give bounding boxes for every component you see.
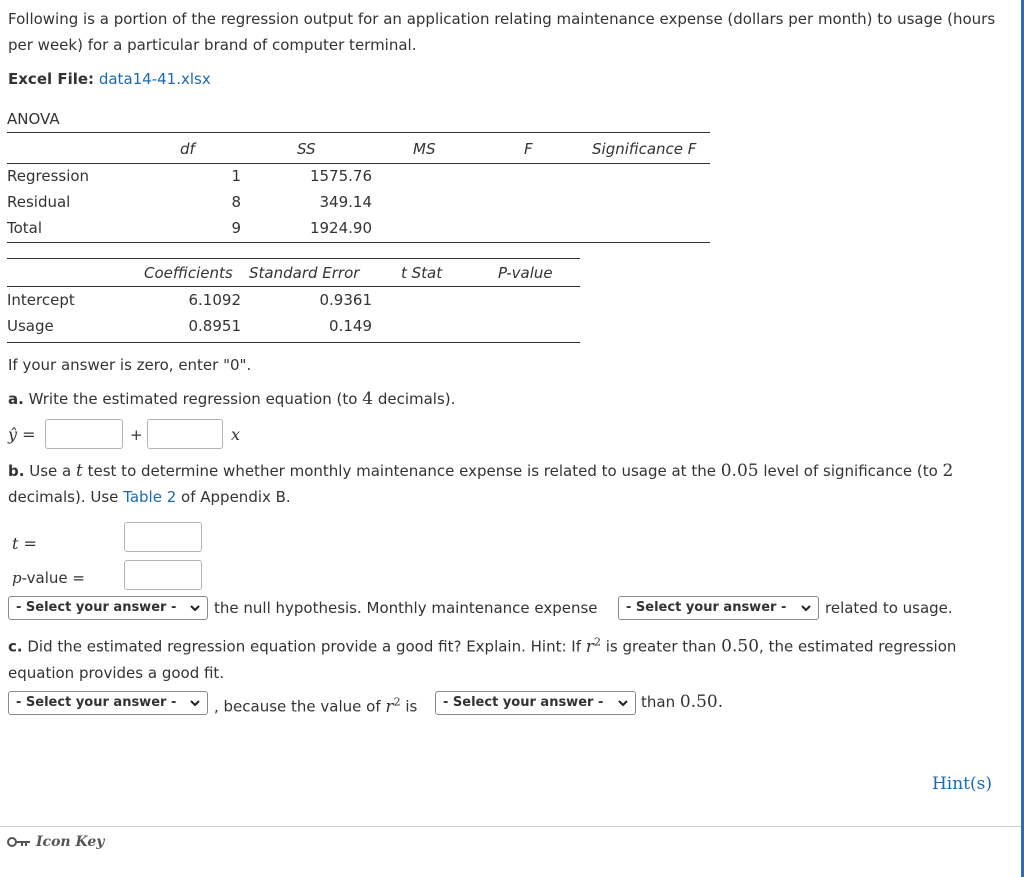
anova-row-ss: 349.14 <box>319 193 372 211</box>
part-b-text5: of Appendix B. <box>181 488 291 506</box>
part-c-threshold: 0.50 <box>721 636 760 657</box>
part-b-text4: decimals). Use <box>8 488 119 506</box>
table-2-link[interactable]: Table 2 <box>123 488 177 506</box>
hints-link[interactable]: Hint(s) <box>931 774 992 794</box>
comparison-select[interactable] <box>435 691 636 715</box>
p-value-label-p: p <box>12 569 22 587</box>
part-c-is: is <box>405 697 418 716</box>
yhat-label: ŷ = <box>8 425 36 444</box>
coef-header-t-stat: t Stat <box>401 264 443 282</box>
part-c-mid-text <box>214 690 417 719</box>
part-c-end-text <box>641 690 723 714</box>
icon-key-label: Icon Key <box>36 834 105 850</box>
coef-bottom-rule <box>7 342 580 343</box>
part-c-text2: is greater than <box>605 637 717 656</box>
r-symbol: r <box>385 696 394 717</box>
part-b-decimals: 2 <box>942 461 954 481</box>
p-value-label-rest: -value = <box>21 569 85 587</box>
anova-header-ms: MS <box>413 140 436 158</box>
part-b-mid-text: the null hypothesis. Monthly maintenance expense <box>214 599 598 617</box>
select-label: - Select your answer - <box>626 600 787 615</box>
anova-row-df: 1 <box>231 167 241 185</box>
part-c-label: c. <box>8 637 23 656</box>
anova-header-ss: SS <box>297 140 316 158</box>
t-stat-input[interactable] <box>124 522 202 552</box>
chevron-down-icon <box>189 602 201 614</box>
anova-header-f: F <box>524 140 533 158</box>
coef-row-se: 0.149 <box>329 317 372 335</box>
r-symbol: r <box>585 636 594 657</box>
anova-bottom-rule <box>7 242 710 243</box>
coef-row-name: Intercept <box>7 291 75 309</box>
part-a-prompt <box>8 386 455 412</box>
chevron-down-icon <box>189 697 201 709</box>
select-label: - Select your answer - <box>16 600 177 615</box>
anova-row-name: Residual <box>7 193 71 211</box>
excel-file-link[interactable]: data14-41.xlsx <box>98 70 211 88</box>
coef-row-coef: 0.8951 <box>188 317 241 335</box>
p-value-label <box>12 566 85 590</box>
hypothesis-decision-select[interactable] <box>8 596 208 620</box>
coefficients-table <box>7 258 580 344</box>
p-value-input[interactable] <box>124 560 202 590</box>
part-b-text3: level of significance (to <box>763 462 938 480</box>
key-icon <box>7 835 31 849</box>
coef-top-rule <box>7 258 580 259</box>
part-c-r2 <box>586 637 601 657</box>
footer-divider <box>0 826 1021 827</box>
anova-header-df: df <box>180 140 195 158</box>
zero-note: If your answer is zero, enter "0". <box>8 356 252 374</box>
part-a-text-end: decimals). <box>377 390 456 408</box>
chevron-down-icon <box>617 697 629 709</box>
part-b-label: b. <box>8 462 25 480</box>
anova-row-df: 9 <box>231 219 241 237</box>
anova-row-name: Regression <box>7 167 90 185</box>
select-label: - Select your answer - <box>443 695 604 710</box>
slope-input[interactable] <box>147 419 223 449</box>
part-c-than-value: 0.50. <box>679 692 724 712</box>
excel-file-label: Excel File: <box>8 70 95 88</box>
anova-header-rule <box>7 163 710 164</box>
intercept-input[interactable] <box>45 419 123 449</box>
squared: 2 <box>593 635 601 648</box>
part-a-label: a. <box>8 390 24 408</box>
x-variable: x <box>231 425 241 444</box>
anova-row-df: 8 <box>231 193 241 211</box>
coef-row-coef: 6.1092 <box>188 291 241 309</box>
anova-table <box>7 108 710 243</box>
select-label: - Select your answer - <box>16 695 177 710</box>
part-c-than: than <box>641 693 676 711</box>
part-c-mid: , because the value of <box>214 697 381 716</box>
r2-inline <box>385 697 400 717</box>
part-b-end-text: related to usage. <box>825 599 953 617</box>
anova-row-ss: 1575.76 <box>309 167 372 185</box>
good-fit-select[interactable] <box>8 691 208 715</box>
excel-file-line <box>8 66 211 92</box>
anova-title: ANOVA <box>7 110 60 128</box>
part-c-text3: , the estimated regression equation provides a good fit. <box>8 637 957 682</box>
part-c-text1: Did the estimated regression equation provide a good fit? Explain. Hint: If <box>27 637 582 656</box>
anova-row-name: Total <box>7 219 43 237</box>
anova-row-ss: 1924.90 <box>309 219 372 237</box>
coef-header-std-error: Standard Error <box>249 264 360 282</box>
chevron-down-icon <box>800 602 812 614</box>
intro-text: Following is a portion of the regression output for an application relating maintenance expense (dollars per month) to usage (hours per week) for a particular brand of computer terminal. <box>8 10 996 54</box>
coef-header-rule <box>7 286 580 287</box>
part-c-prompt <box>8 629 1013 686</box>
part-b-level: 0.05 <box>720 461 759 481</box>
anova-header-sigf: Significance F <box>592 140 697 158</box>
icon-key[interactable] <box>7 834 104 850</box>
t-label: t = <box>12 534 37 553</box>
coef-header-p-value: P-value <box>498 264 553 282</box>
coef-row-se: 0.9361 <box>319 291 372 309</box>
part-b-text1: Use a <box>29 462 72 480</box>
part-a-text: Write the estimated regression equation (to <box>28 390 358 408</box>
coef-header-coefficients: Coefficients <box>144 264 233 282</box>
coef-row-name: Usage <box>7 317 54 335</box>
part-a-decimals: 4 <box>362 389 374 409</box>
part-b-text2: test to determine whether monthly maintenance expense is related to usage at the <box>87 462 716 480</box>
anova-top-rule <box>7 132 710 133</box>
plus-sign: + <box>130 426 143 444</box>
part-b-prompt <box>8 458 1008 510</box>
part-b-t: t <box>75 461 83 481</box>
relationship-select[interactable] <box>618 596 819 620</box>
squared: 2 <box>393 695 401 708</box>
